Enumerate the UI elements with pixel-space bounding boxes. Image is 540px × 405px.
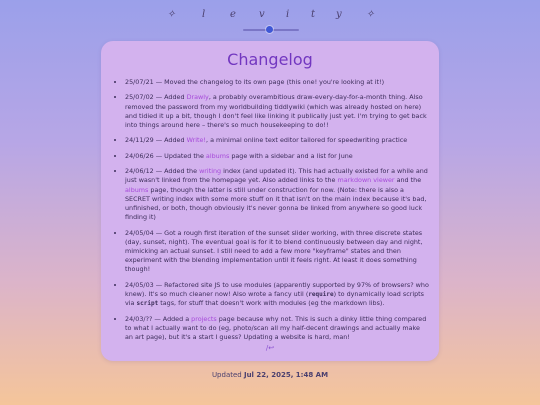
entry-text: , a probably overambitious draw-every-day-for-a-month thing. Also removed the password from my worldbuilding tiddlywiki (which was already hosted on here) and tidied it up a bit, though I don't feel like linking it publically just yet. I'm trying to get back into things around here – there's so much housekeeping to do!! bbox=[125, 93, 427, 129]
entry-text: page because why not. This is such a dinky little thing compared to what I actually want to do (eg, photo/scan all my half-decent drawings and actually make an art page), but it's a start I guess? Updating a website is hard, man! bbox=[125, 314, 427, 341]
changelog-link[interactable]: albums bbox=[205, 151, 230, 160]
changelog-link[interactable]: Write! bbox=[186, 136, 206, 145]
page-title: Changelog bbox=[227, 50, 313, 69]
entry-text: 24/03/?? — Added a bbox=[125, 314, 192, 323]
inline-code: script bbox=[136, 300, 159, 308]
changelog-link[interactable]: projects bbox=[191, 314, 217, 323]
changelog-entry bbox=[125, 78, 429, 87]
entry-text: ) to dynamically load scripts via bbox=[125, 289, 425, 308]
title-letter: t bbox=[311, 9, 316, 20]
title-letter: i bbox=[286, 9, 290, 20]
sparkle-icon-right: ✧ bbox=[366, 9, 375, 20]
entry-text: index (and updated it). This had actually existed for a while and just wasn't linked from the homepage yet. Also added links to the bbox=[125, 167, 428, 185]
changelog-entry bbox=[125, 136, 429, 145]
inline-code: require bbox=[308, 290, 334, 298]
entry-text: 24/11/29 — Added bbox=[125, 136, 187, 145]
entry-text: page with a sidebar and a list for June bbox=[229, 151, 353, 160]
entry-text: , a minimal online text editor tailored for speedwriting practice bbox=[206, 136, 408, 145]
entry-text: and the bbox=[394, 176, 422, 185]
changelog-link[interactable]: writing bbox=[199, 167, 222, 176]
entry-text: 24/06/26 — Updated the bbox=[125, 151, 206, 160]
sunset-slider-knob[interactable] bbox=[266, 26, 273, 33]
title-letter: e bbox=[230, 9, 236, 20]
entry-text: 24/06/12 — Added the bbox=[125, 167, 200, 176]
changelog-entry bbox=[125, 315, 429, 343]
changelog-card bbox=[101, 41, 439, 361]
changelog-entry bbox=[125, 152, 429, 161]
back-link[interactable]: /↩ bbox=[265, 344, 275, 352]
sunset-slider[interactable] bbox=[243, 29, 299, 31]
entry-text: 24/05/04 — Got a rough first iteration of the sunset slider working, with three discrete states (day, sunset, night). The eventual goal is for it to blend continuously between day and night, mimicking an actual sunset. I still need to add a few more "keyframe" states and then experiment with the blending implementation until it feels right. At least it does something though! bbox=[125, 228, 423, 274]
changelog-link[interactable]: Drawly bbox=[186, 93, 209, 102]
entry-text: 24/05/03 — Refactored site JS to use modules (apparently supported by 97% of browsers? who knew). It's so much cleaner now! Also wrote a fancy util ( bbox=[125, 280, 429, 298]
title-letter: l bbox=[202, 9, 206, 20]
sparkle-icon-left: ✧ bbox=[167, 9, 176, 20]
title-letter: v bbox=[259, 9, 265, 20]
changelog-entry bbox=[125, 229, 429, 275]
site-header bbox=[0, 9, 540, 25]
entry-text: 25/07/02 — Added bbox=[125, 93, 187, 102]
changelog-entry bbox=[125, 93, 429, 130]
entry-text: 25/07/21 — Moved the changelog to its own page (this one! you're looking at it!) bbox=[125, 78, 385, 86]
changelog-entry bbox=[125, 167, 429, 222]
changelog-list bbox=[111, 78, 429, 342]
entry-text: page, though the latter is still under construction for now. (Note: there is also a SECRET writing index with some more stuff on it that isn't on the main index because it's bad, unfinished, or both, though obviously it's never gonna be linked from anywhere so good luck finding it) bbox=[125, 185, 427, 222]
entry-text: tags, for stuff that doesn't work with modules (eg the markdown libs). bbox=[158, 299, 385, 308]
changelog-link[interactable]: albums bbox=[125, 185, 149, 194]
changelog-link[interactable]: markdown viewer bbox=[337, 176, 395, 185]
updated-footer bbox=[0, 371, 540, 379]
updated-prefix: Updated bbox=[211, 371, 244, 379]
updated-date: Jul 22, 2025, 1:48 AM bbox=[243, 371, 329, 379]
changelog-entry bbox=[125, 281, 429, 309]
title-letter: y bbox=[336, 9, 342, 20]
